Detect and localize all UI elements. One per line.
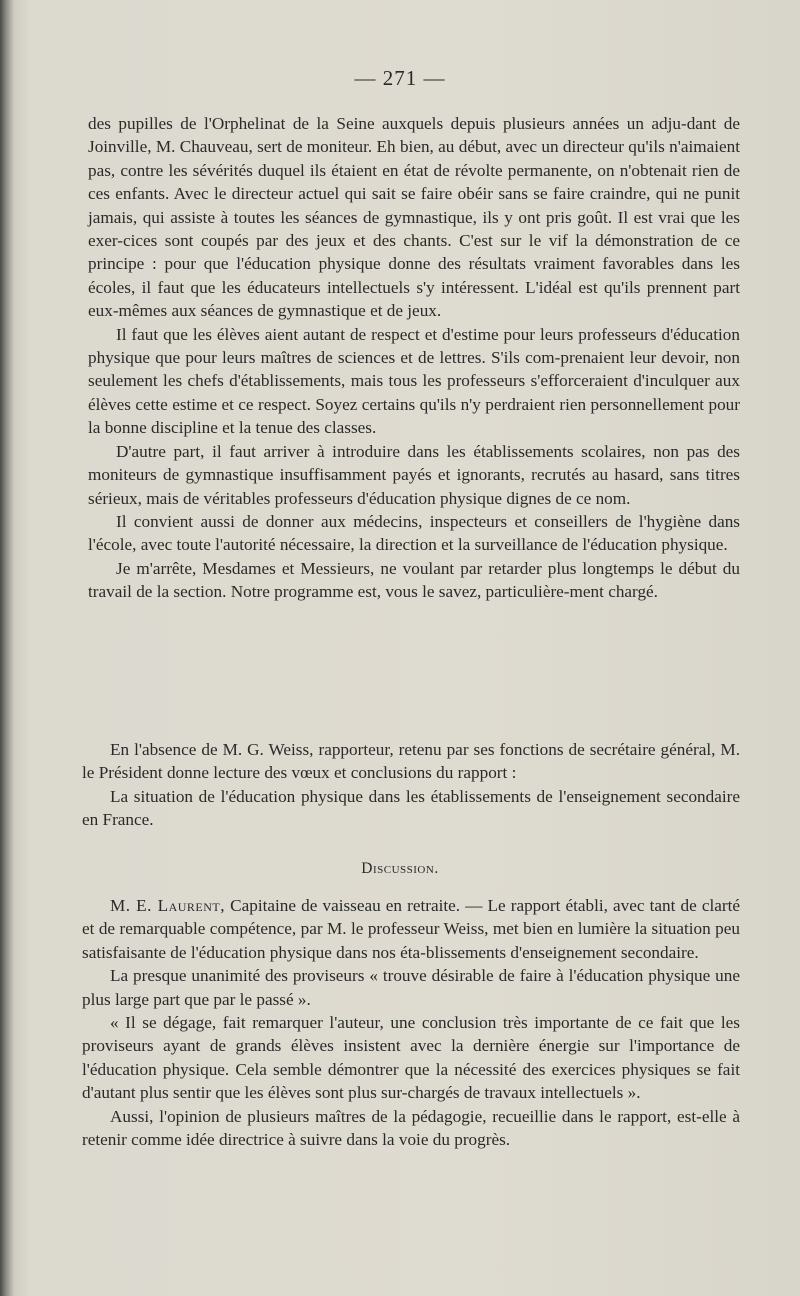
body-section-2: [82, 738, 740, 832]
paragraph: [82, 894, 740, 964]
speaker-name: M. E. Laurent,: [110, 896, 226, 915]
paragraph: La situation de l'éducation physique dans les établissements de l'enseignement secondaire en France.: [82, 786, 740, 830]
paragraph: Il convient aussi de donner aux médecins, inspecteurs et conseillers de l'hygiène dans l'école, avec toute l'autorité nécessaire, la direction et la surveillance de l'éducation physique.: [88, 511, 740, 555]
paragraph: Aussi, l'opinion de plusieurs maîtres de la pédagogie, recueillie dans le rapport, est-elle à retenir comme idée directrice à suivre dans la voie du progrès.: [82, 1106, 740, 1150]
paragraph: En l'absence de M. G. Weiss, rapporteur, retenu par ses fonctions de secrétaire général, M. le Président donne lecture des vœux et conclusions du rapport :: [82, 740, 740, 783]
paragraph: Il faut que les élèves aient autant de respect et d'estime pour leurs professeurs d'éducation physique que pour leurs maîtres de sciences et de lettres. S'ils com-prenaient leur devoir, non seulement les chefs d'établissements, mais tous les professeurs s'efforceraient d'inculquer aux élèves cette estime et ce respect. Soyez certains qu'ils n'y perdraient rien personnellement pour la bonne discipline et la tenue des classes.: [88, 324, 740, 438]
paragraph: Je m'arrête, Mesdames et Messieurs, ne voulant par retarder plus longtemps le début du travail de la section. Notre programme est, vous le savez, particulière-ment chargé.: [88, 558, 740, 602]
page-number: — 271 —: [354, 66, 446, 90]
paragraph: La presque unanimité des proviseurs « trouve désirable de faire à l'éducation physique une plus large part que par le passé ».: [82, 966, 740, 1009]
paragraph: des pupilles de l'Orphelinat de la Seine auxquels depuis plusieurs années un adju-dant de Joinville, M. Chauveau, sert de moniteur. Eh bien, au début, avec un directeur qu'ils n'aimaient pas, contre les sévérités duquel ils étaient en état de révolte permanente, on n'obtenait rien de ces enfants. Avec le directeur actuel qui sait se faire obéir sans se faire craindre, qui ne punit jamais, qui assiste à toutes les séances de gymnastique, ils y ont pris goût. Il est vrai que les exer-cices sont coupés par des jeux et des chants. C'est sur le vif la démonstration de ce principe : pour que l'éducation physique donne des résultats vraiment favorables dans les écoles, il faut que les éducateurs intellectuels s'y intéressent. L'idéal est qu'ils prennent part eux-mêmes aux séances de gymnastique et de jeux.: [88, 114, 740, 321]
discussion-body: [82, 894, 740, 1151]
paragraph: D'autre part, il faut arriver à introduire dans les établissements scolaires, non pas des moniteurs de gymnastique insuffisamment payés et ignorants, recrutés au hasard, sans titres sérieux, mais de véritables professeurs d'éducation physique dignes de ce nom.: [88, 441, 740, 508]
discussion-heading: Discussion.: [361, 860, 439, 877]
body-section-1: [88, 112, 740, 604]
paragraph-text: Capitaine de vaisseau en retraite. — Le rapport établi, avec tant de clarté et de remarquable compétence, par M. le professeur Weiss, met bien en lumière la situation peu satisfaisante de l'éducation physique dans nos éta-blissements d'enseignement secondaire.: [82, 896, 741, 962]
paragraph: « Il se dégage, fait remarquer l'auteur, une conclusion très importante de ce fait que les proviseurs ayant de grands élèves insistent avec la dernière énergie sur l'importance de l'éducation physique. Cela semble démontrer que la nécessité des exercices physiques se fait d'autant plus sentir que les élèves sont plus sur-chargés de travaux intellectuels ».: [82, 1013, 740, 1103]
